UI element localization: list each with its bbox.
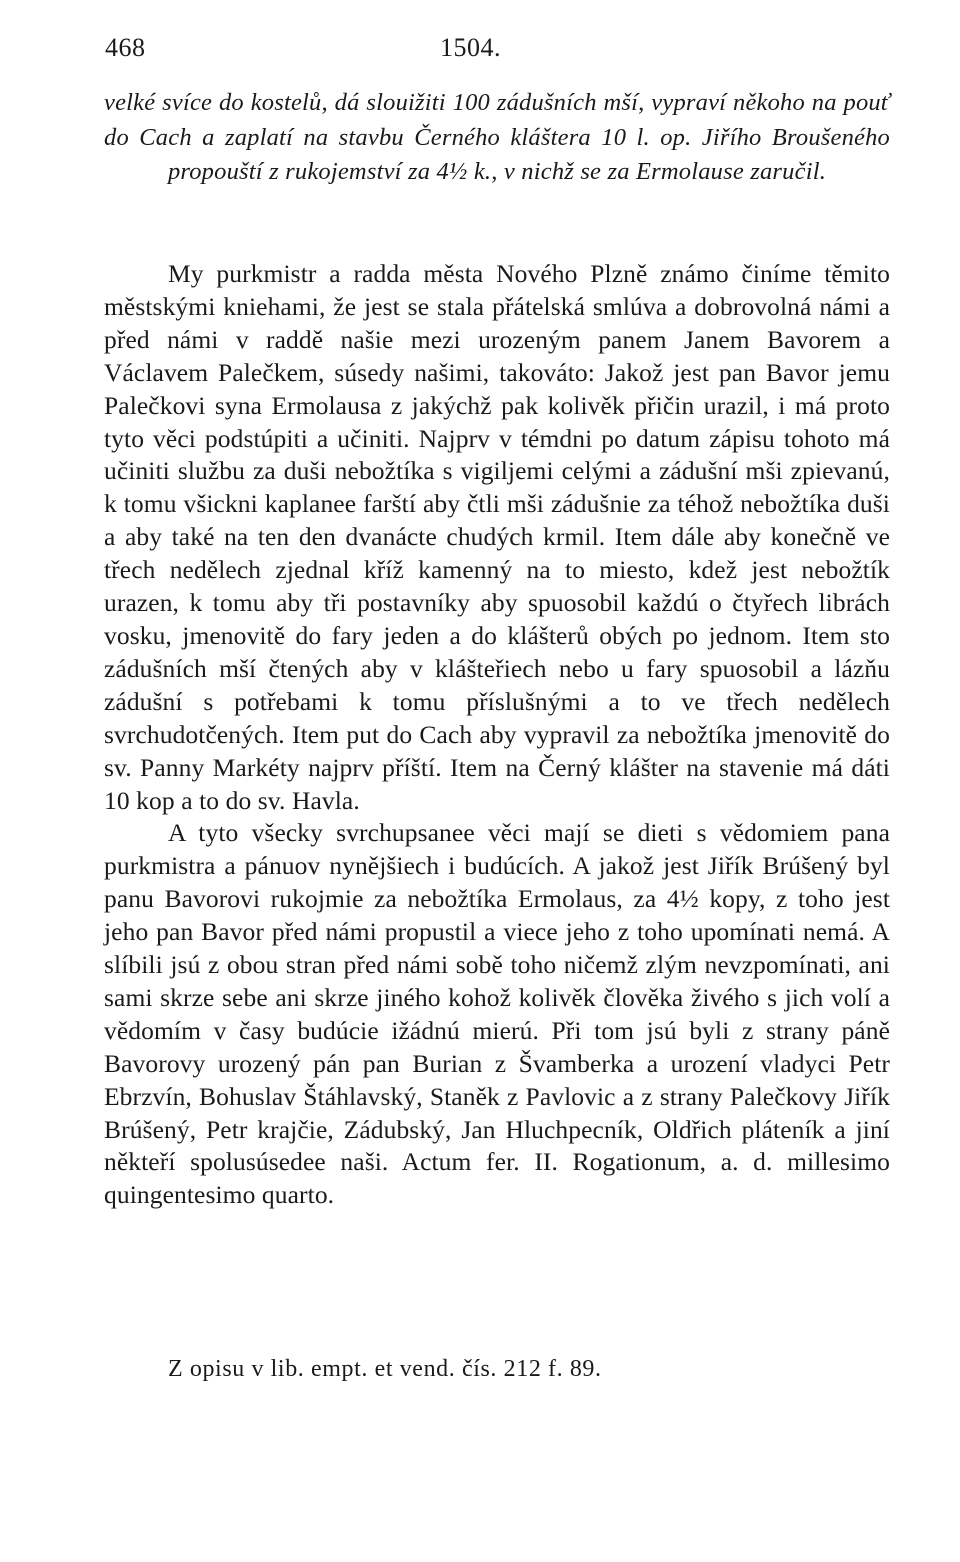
page-number: 468 — [105, 33, 146, 62]
source-note: Z opisu v lib. empt. et vend. čís. 212 f. 89. — [168, 1356, 602, 1382]
paragraph-2: A tyto všecky svrchupsanee věci mají se dieti s vědomiem pana purkmistra a pánuov nynějšiech i budúcích. A jakož jest Jiřík Brúšený byl panu Bavorovi rukojmie za nebožtíka Ermolaus, za 4½ kopy, z toho jest jeho pan Bavor před námi propustil a viece jeho z toho upomínati nemá. A slíbili jsú z obou stran před námi sobě toho ničemž zlým nevzpomínati, ani sami skrze sebe ani skrze jiného kohož kolivěk člověka živého s jich volí a vědomím v časy budúcie ižádnú mierú. Při tom jsú byli z strany páně Bavorovy urozený pán pan Burian z Švamberka a urození vladyci Petr Ebrzvín, Bohuslav Štáhlavský, Staněk z Pavlovic a z strany Palečkovy Jiřík Brúšený, Petr krajčie, Zádubský, Jan Hluchpecník, Oldřich pláteník a jiní někteří spolusúsedee naši. Actum fer. II. Rogationum, a. d. millesimo quingentesimo quarto. — [104, 818, 890, 1210]
regest-summary: velké svíce do kostelů, dá slouižiti 100 zádušních mší, vypraví někoho na pouť do Cach a zaplatí na stavbu Černého kláštera 10 l. op. Jiřího Broušeného propouští z rukojemství za 4½ k., v nichž se za Ermolause zaručil. — [104, 89, 890, 185]
paragraph-1: My purkmistr a radda města Nového Plzně známo činíme těmito městskými kniehami, že jest se stala přátelská smlúva a dobrovolná námi a před námi v raddě našie mezi urozeným panem Janem Bavorem a Václavem Palečkem, súsedy našimi, takováto: Jakož jest pan Bavor jemu Palečkovi syna Ermolausa z jakýchž pak kolivěk přičin urazil, i má proto tyto věci podstúpiti a učiniti. Najprv v témdni po datum zápisu tohoto má učiniti službu za duši nebožtíka s vigiljemi celými a zádušní mši zpievanú, k tomu všickni kaplanee farští aby čtli mši zádušnie za téhož nebožtíka duši a aby také na ten den dvanácte chudých krmil. Item dále aby konečně ve třech nedělech zjednal kříž kamenný na to miesto, kdež jest nebožtík urazen, k tomu aby tři postavníky aby spuosobil každú o čtyřech librách vosku, jmenovitě do fary jeden a do klášterů obých po jednom. Item sto zádušních mší čtených aby v klášteřiech nebo u fary spuosobil a lázňu zádušní s potřebami k tomu příslušnými a to ve třech nedělech svrchudotčených. Item put do Cach aby vypravil za nebožtíka jmenovitě do sv. Panny Markéty najprv příští. Item na Černý klášter na stavenie má dáti 10 kop a to do sv. Havla. — [104, 259, 890, 815]
running-header-year: 1504. — [440, 33, 501, 62]
document-body — [104, 258, 890, 1212]
